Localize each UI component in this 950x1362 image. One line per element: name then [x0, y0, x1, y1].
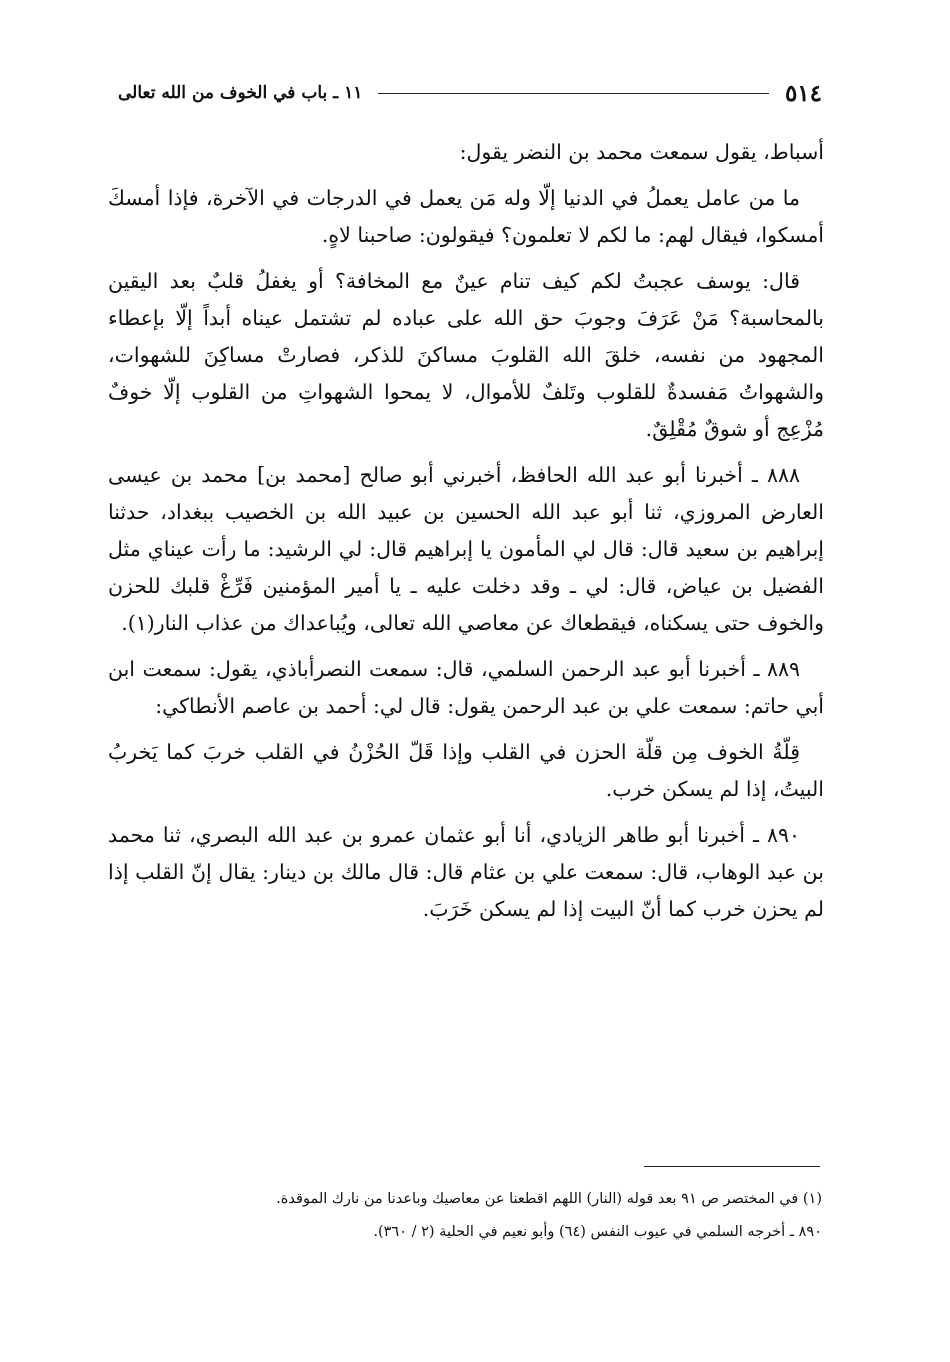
footnote-890: ٨٩٠ ـ أخرجه السلمي في عيوب النفس (٦٤) وأبو نعيم في الحلية (٢ / ٣٦٠). — [373, 1224, 822, 1240]
running-header — [118, 78, 822, 108]
footnote-rule — [644, 1166, 820, 1167]
footnotes — [150, 1186, 822, 1252]
paragraph-yusuf-saying: قال: يوسف عجبتُ لكم كيف تنام عينٌ مع المخافة؟ أو يغفلُ قلبٌ بعد اليقين بالمحاسبة؟ مَنْ عَرَفَ وجوبَ حق الله على عباده لم تشتمل عيناه أبداً إلّا بإعطاء المجهود من نفسه، خلقَ الله القلوبَ مساكنَ للذكر، فصارتْ مساكِنَ للشهوات، والشهواتُ مَفسدةٌ للقلوب وتَلفٌ للأموال، لا يمحوا الشهواتِ من القلوب إلّا خوفٌ مُزْعِج أو شوقٌ مُقْلِقٌ. — [108, 269, 824, 441]
paragraph-hadith-889: ٨٨٩ ـ أخبرنا أبو عبد الرحمن السلمي، قال: سمعت النصرأباذي، يقول: سمعت ابن أبي حاتم: سمعت علي بن عبد الرحمن يقول: قال لي: أحمد بن عاصم الأنطاكي: — [108, 657, 824, 718]
chapter-title: ١١ ـ باب في الخوف من الله تعالى — [118, 83, 363, 103]
paragraph-continuation: أسباط، يقول سمعت محمد بن النضر يقول: — [459, 140, 824, 164]
header-rule — [378, 93, 769, 94]
footnote-1: (١) في المختصر ص ٩١ بعد قوله (النار) اللهم اقطعنا عن معاصيك وباعدنا من نارك الموقدة. — [276, 1191, 822, 1207]
paragraph-quote-ibn-nadr: ما من عامل يعملُ في الدنيا إلّا وله مَن يعمل في الدرجات في الآخرة، فإذا أمسكَ أمسكوا، فيقال لهم: ما لكم لا تعلمون؟ فيقولون: صاحبنا لاهٍ. — [108, 186, 824, 247]
paragraph-hadith-888: ٨٨٨ ـ أخبرنا أبو عبد الله الحافظ، أخبرني أبو صالح [محمد بن] محمد بن عيسى العارض المروزي، ثنا أبو عبد الله الحسين بن عبيد الله بن الخصيب ببغداد، حدثنا إبراهيم بن سعيد قال: قال لي المأمون يا إبراهيم قال: لي الرشيد: ما رأت عيناي مثل الفضيل بن عياض، قال: لي ـ وقد دخلت عليه ـ يا أمير المؤمنين فَرِّغْ قلبك للحزن والخوف حتى يسكناه، فيقطعاك عن معاصي الله تعالى، ويُباعداك من عذاب النار(١). — [108, 463, 824, 635]
page-number: ٥١٤ — [784, 79, 822, 107]
main-text — [108, 134, 824, 937]
paragraph-antaki-saying: قِلّةُ الخوف مِن قلّة الحزن في القلب وإذا قَلّ الحُزْنُ في القلب خربَ كما يَخربُ البيتُ، إذا لم يسكن خرب. — [108, 740, 824, 801]
paragraph-hadith-890: ٨٩٠ ـ أخبرنا أبو طاهر الزيادي، أنا أبو عثمان عمرو بن عبد الله البصري، ثنا محمد بن عبد الوهاب، قال: سمعت علي بن عثام قال: قال مالك بن دينار: يقال إنّ القلب إذا لم يحزن خرب كما أنّ البيت إذا لم يسكن خَرَبَ. — [108, 823, 824, 921]
